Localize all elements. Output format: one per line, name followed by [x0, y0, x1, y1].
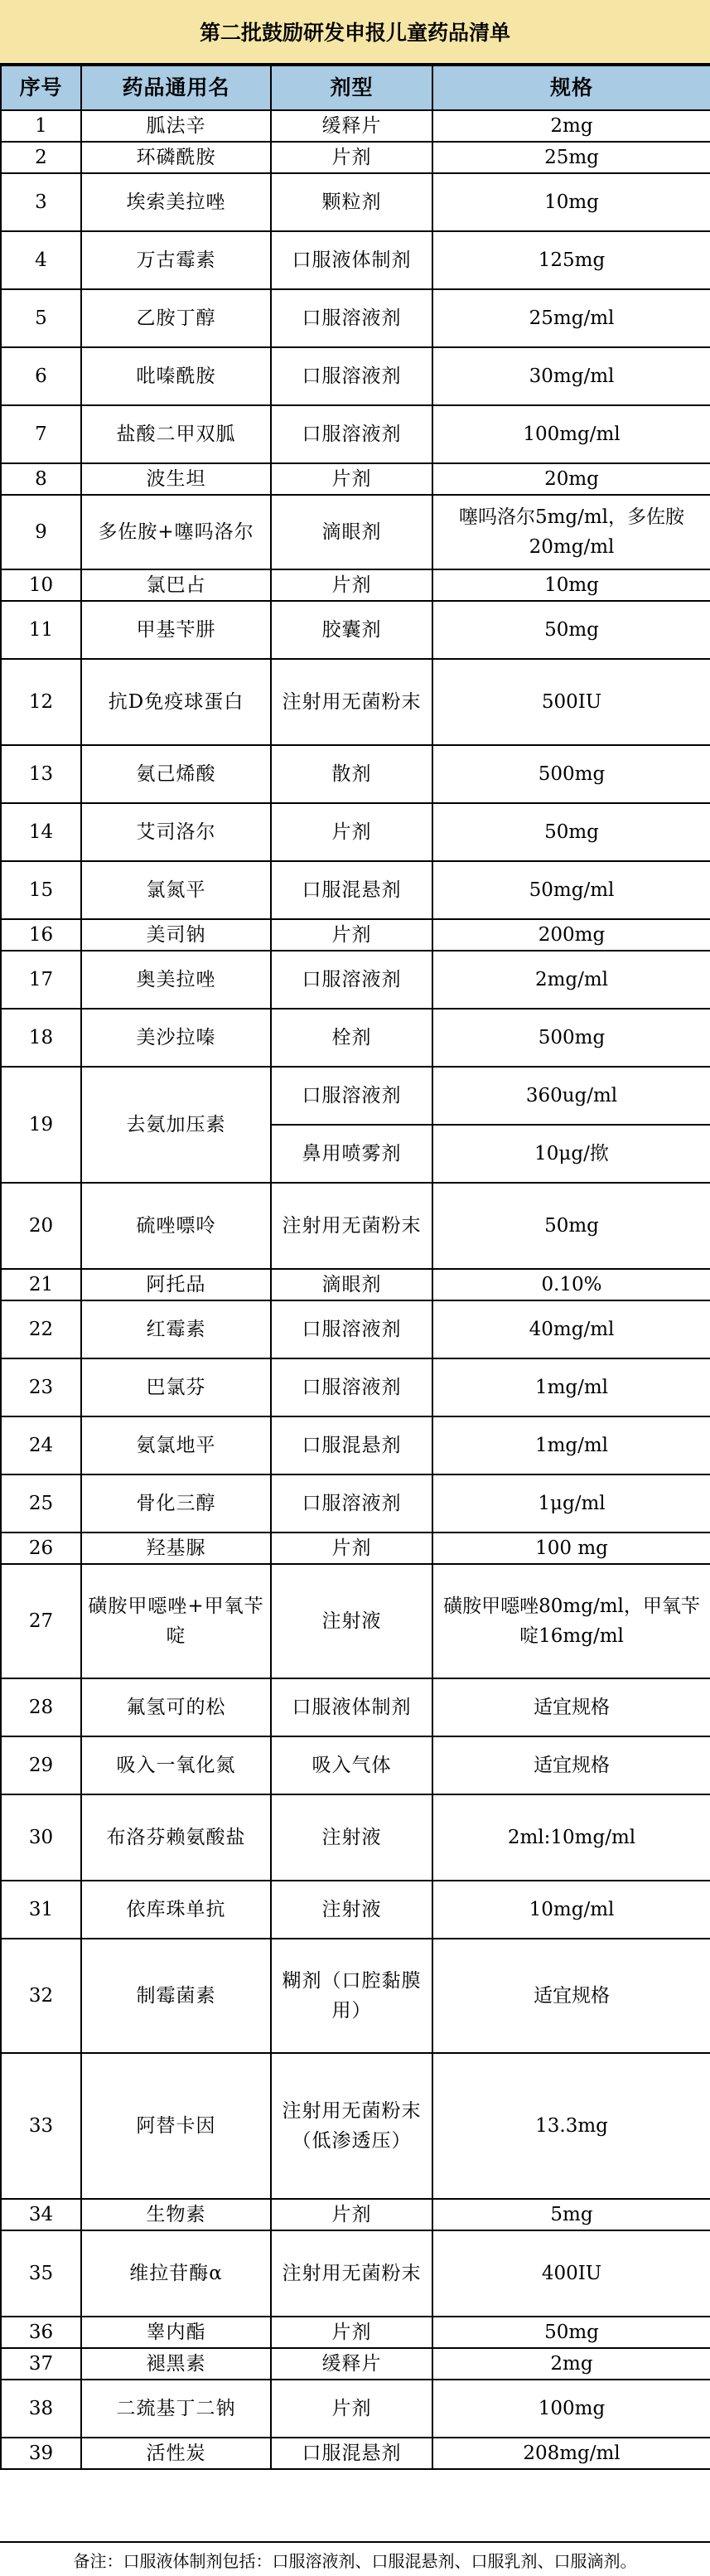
cell-dosage-form: 口服液体制剂 — [271, 1678, 432, 1736]
cell-no: 28 — [1, 1678, 81, 1736]
cell-drug-name: 乙胺丁醇 — [81, 289, 271, 347]
table-row — [1, 1358, 710, 1416]
table-row — [1, 601, 710, 659]
cell-drug-name: 骨化三醇 — [81, 1474, 271, 1533]
table-row — [1, 1183, 710, 1269]
cell-specification: 500mg — [432, 745, 710, 803]
table-row — [1, 289, 710, 347]
table-row — [1, 1678, 710, 1736]
cell-drug-name: 去氨加压素 — [81, 1067, 271, 1183]
table-row — [1, 231, 710, 289]
cell-specification: 适宜规格 — [432, 1678, 710, 1736]
cell-no: 6 — [1, 347, 81, 405]
cell-specification: 13.3mg — [432, 2053, 710, 2199]
cell-drug-name: 红霉素 — [81, 1300, 271, 1358]
cell-specification: 50mg/ml — [432, 861, 710, 919]
cell-no: 37 — [1, 2348, 81, 2380]
cell-dosage-form: 片剂 — [271, 2199, 432, 2230]
cell-drug-name: 二巯基丁二钠 — [81, 2380, 271, 2438]
cell-drug-name: 阿托品 — [81, 1269, 271, 1300]
header-spec: 规格 — [432, 65, 710, 110]
cell-no: 21 — [1, 1269, 81, 1300]
table-row — [1, 2230, 710, 2317]
footnote: 备注：口服液体制剂包括：口服溶液剂、口服混悬剂、口服乳剂、口服滴剂。 — [0, 2541, 710, 2576]
cell-drug-name: 吡嗪酰胺 — [81, 347, 271, 405]
cell-specification: 100 mg — [432, 1533, 710, 1564]
cell-dosage-form: 注射用无菌粉末（低渗透压） — [271, 2053, 432, 2199]
table-row — [1, 861, 710, 919]
cell-no: 36 — [1, 2317, 81, 2348]
table-row — [1, 2053, 710, 2199]
cell-no: 22 — [1, 1300, 81, 1358]
table-row — [1, 1300, 710, 1358]
cell-dosage-form: 口服溶液剂 — [271, 1300, 432, 1358]
cell-dosage-form: 片剂 — [271, 142, 432, 173]
cell-dosage-form: 注射液 — [271, 1564, 432, 1678]
cell-specification: 1μg/ml — [432, 1474, 710, 1533]
cell-specification: 10mg/ml — [432, 1881, 710, 1939]
table-row — [1, 1533, 710, 1564]
cell-dosage-form: 口服混悬剂 — [271, 2438, 432, 2469]
cell-specification: 1mg/ml — [432, 1358, 710, 1416]
table-row — [1, 405, 710, 463]
cell-specification: 208mg/ml — [432, 2438, 710, 2469]
cell-specification: 125mg — [432, 231, 710, 289]
cell-dosage-form: 口服溶液剂 — [271, 1474, 432, 1533]
cell-drug-name: 制霉菌素 — [81, 1939, 271, 2053]
cell-drug-name: 美司钠 — [81, 919, 271, 951]
table-header — [1, 65, 710, 110]
cell-specification: 适宜规格 — [432, 1736, 710, 1794]
cell-drug-name: 环磷酰胺 — [81, 142, 271, 173]
cell-specification: 30mg/ml — [432, 347, 710, 405]
table-row — [1, 745, 710, 803]
cell-dosage-form: 片剂 — [271, 463, 432, 495]
cell-drug-name: 巴氯芬 — [81, 1358, 271, 1416]
cell-dosage-form: 片剂 — [271, 803, 432, 861]
cell-drug-name: 胍法辛 — [81, 110, 271, 142]
drug-table — [0, 65, 710, 2470]
cell-drug-name: 吸入一氧化氮 — [81, 1736, 271, 1794]
cell-no: 5 — [1, 289, 81, 347]
cell-dosage-form: 注射用无菌粉末 — [271, 2230, 432, 2317]
cell-specification: 2mg — [432, 110, 710, 142]
cell-dosage-form: 片剂 — [271, 2380, 432, 2438]
cell-no: 23 — [1, 1358, 81, 1416]
cell-drug-name: 甲基苄肼 — [81, 601, 271, 659]
cell-dosage-form: 口服溶液剂 — [271, 289, 432, 347]
cell-no: 13 — [1, 745, 81, 803]
table-row — [1, 173, 710, 231]
table-row — [1, 1269, 710, 1300]
table-row — [1, 495, 710, 569]
cell-no: 29 — [1, 1736, 81, 1794]
cell-specification: 50mg — [432, 2317, 710, 2348]
cell-specification: 100mg/ml — [432, 405, 710, 463]
cell-drug-name: 维拉苷酶α — [81, 2230, 271, 2317]
cell-no: 27 — [1, 1564, 81, 1678]
table-row — [1, 142, 710, 173]
cell-no: 8 — [1, 463, 81, 495]
table-row — [1, 347, 710, 405]
cell-specification: 360ug/ml — [432, 1067, 710, 1125]
cell-specification: 100mg — [432, 2380, 710, 2438]
cell-specification: 200mg — [432, 919, 710, 951]
cell-drug-name: 氯巴占 — [81, 569, 271, 601]
cell-drug-name: 盐酸二甲双胍 — [81, 405, 271, 463]
cell-specification: 50mg — [432, 1183, 710, 1269]
table-row — [1, 569, 710, 601]
table-row — [1, 1009, 710, 1067]
cell-drug-name: 布洛芬赖氨酸盐 — [81, 1794, 271, 1881]
cell-dosage-form: 注射液 — [271, 1794, 432, 1881]
cell-drug-name: 睾内酯 — [81, 2317, 271, 2348]
table-row — [1, 1564, 710, 1678]
cell-no: 18 — [1, 1009, 81, 1067]
cell-dosage-form: 注射液 — [271, 1881, 432, 1939]
table-row — [1, 2317, 710, 2348]
table-row — [1, 2348, 710, 2380]
cell-no: 4 — [1, 231, 81, 289]
cell-dosage-form: 口服溶液剂 — [271, 1358, 432, 1416]
cell-specification: 噻吗洛尔5mg/ml，多佐胺20mg/ml — [432, 495, 710, 569]
cell-dosage-form: 片剂 — [271, 569, 432, 601]
cell-no: 35 — [1, 2230, 81, 2317]
cell-no: 7 — [1, 405, 81, 463]
table-row — [1, 2438, 710, 2469]
cell-no: 3 — [1, 173, 81, 231]
cell-dosage-form: 片剂 — [271, 919, 432, 951]
header-form: 剂型 — [271, 65, 432, 110]
cell-no: 10 — [1, 569, 81, 601]
cell-drug-name: 氨己烯酸 — [81, 745, 271, 803]
cell-specification: 50mg — [432, 803, 710, 861]
cell-drug-name: 万古霉素 — [81, 231, 271, 289]
table-body — [1, 110, 710, 2469]
table-row — [1, 1794, 710, 1881]
cell-specification: 20mg — [432, 463, 710, 495]
cell-specification: 0.10% — [432, 1269, 710, 1300]
cell-dosage-form: 口服液体制剂 — [271, 231, 432, 289]
cell-drug-name: 氯氮平 — [81, 861, 271, 919]
cell-no: 1 — [1, 110, 81, 142]
cell-drug-name: 艾司洛尔 — [81, 803, 271, 861]
cell-specification: 10mg — [432, 173, 710, 231]
cell-no: 16 — [1, 919, 81, 951]
cell-dosage-form: 散剂 — [271, 745, 432, 803]
cell-no: 19 — [1, 1067, 81, 1183]
table-row — [1, 919, 710, 951]
cell-no: 30 — [1, 1794, 81, 1881]
cell-dosage-form: 缓释片 — [271, 110, 432, 142]
cell-dosage-form: 口服混悬剂 — [271, 1416, 432, 1474]
cell-no: 39 — [1, 2438, 81, 2469]
cell-drug-name: 羟基脲 — [81, 1533, 271, 1564]
cell-specification: 适宜规格 — [432, 1939, 710, 2053]
cell-dosage-form: 片剂 — [271, 2317, 432, 2348]
cell-no: 26 — [1, 1533, 81, 1564]
cell-specification: 磺胺甲噁唑80mg/ml，甲氧苄啶16mg/ml — [432, 1564, 710, 1678]
cell-no: 33 — [1, 2053, 81, 2199]
header-no: 序号 — [1, 65, 81, 110]
cell-dosage-form: 口服混悬剂 — [271, 861, 432, 919]
cell-drug-name: 美沙拉嗪 — [81, 1009, 271, 1067]
cell-no: 24 — [1, 1416, 81, 1474]
table-row — [1, 1474, 710, 1533]
cell-dosage-form: 片剂 — [271, 1533, 432, 1564]
table-row — [1, 951, 710, 1009]
cell-specification: 50mg — [432, 601, 710, 659]
cell-specification: 5mg — [432, 2199, 710, 2230]
cell-specification: 2ml:10mg/ml — [432, 1794, 710, 1881]
cell-drug-name: 活性炭 — [81, 2438, 271, 2469]
cell-drug-name: 褪黑素 — [81, 2348, 271, 2380]
cell-drug-name: 依库珠单抗 — [81, 1881, 271, 1939]
cell-specification: 25mg — [432, 142, 710, 173]
cell-dosage-form: 滴眼剂 — [271, 1269, 432, 1300]
cell-specification: 25mg/ml — [432, 289, 710, 347]
table-row — [1, 1416, 710, 1474]
cell-dosage-form: 口服溶液剂 — [271, 405, 432, 463]
cell-drug-name: 埃索美拉唑 — [81, 173, 271, 231]
cell-dosage-form: 口服溶液剂 — [271, 1067, 432, 1125]
cell-drug-name: 氨氯地平 — [81, 1416, 271, 1474]
cell-dosage-form: 缓释片 — [271, 2348, 432, 2380]
cell-no: 12 — [1, 659, 81, 745]
cell-drug-name: 氟氢可的松 — [81, 1678, 271, 1736]
cell-dosage-form: 颗粒剂 — [271, 173, 432, 231]
cell-specification: 40mg/ml — [432, 1300, 710, 1358]
cell-no: 2 — [1, 142, 81, 173]
cell-no: 15 — [1, 861, 81, 919]
table-row — [1, 659, 710, 745]
table-title: 第二批鼓励研发申报儿童药品清单 — [0, 0, 710, 65]
cell-drug-name: 奥美拉唑 — [81, 951, 271, 1009]
cell-dosage-form: 注射用无菌粉末 — [271, 659, 432, 745]
cell-drug-name: 生物素 — [81, 2199, 271, 2230]
cell-no: 32 — [1, 1939, 81, 2053]
cell-drug-name: 阿替卡因 — [81, 2053, 271, 2199]
header-name: 药品通用名 — [81, 65, 271, 110]
header-row — [1, 65, 710, 110]
cell-drug-name: 磺胺甲噁唑+甲氧苄啶 — [81, 1564, 271, 1678]
cell-dosage-form: 口服溶液剂 — [271, 347, 432, 405]
cell-no: 17 — [1, 951, 81, 1009]
cell-no: 20 — [1, 1183, 81, 1269]
cell-specification: 400IU — [432, 2230, 710, 2317]
cell-specification: 500mg — [432, 1009, 710, 1067]
cell-dosage-form: 糊剂（口腔黏膜用） — [271, 1939, 432, 2053]
cell-specification: 10mg — [432, 569, 710, 601]
cell-no: 14 — [1, 803, 81, 861]
table-row — [1, 1939, 710, 2053]
cell-drug-name: 抗D免疫球蛋白 — [81, 659, 271, 745]
table-row — [1, 2199, 710, 2230]
table-row — [1, 1736, 710, 1794]
cell-drug-name: 波生坦 — [81, 463, 271, 495]
table-row — [1, 2380, 710, 2438]
cell-drug-name: 硫唑嘌呤 — [81, 1183, 271, 1269]
table-row — [1, 463, 710, 495]
cell-drug-name: 多佐胺+噻吗洛尔 — [81, 495, 271, 569]
cell-no: 9 — [1, 495, 81, 569]
cell-dosage-form: 胶囊剂 — [271, 601, 432, 659]
table-row — [1, 803, 710, 861]
cell-no: 31 — [1, 1881, 81, 1939]
table-row — [1, 1881, 710, 1939]
cell-no: 34 — [1, 2199, 81, 2230]
cell-dosage-form: 鼻用喷雾剂 — [271, 1125, 432, 1183]
cell-dosage-form: 注射用无菌粉末 — [271, 1183, 432, 1269]
cell-no: 25 — [1, 1474, 81, 1533]
cell-dosage-form: 口服溶液剂 — [271, 951, 432, 1009]
cell-specification: 10μg/揿 — [432, 1125, 710, 1183]
cell-dosage-form: 滴眼剂 — [271, 495, 432, 569]
cell-dosage-form: 栓剂 — [271, 1009, 432, 1067]
cell-specification: 1mg/ml — [432, 1416, 710, 1474]
table-row — [1, 1067, 710, 1125]
cell-specification: 500IU — [432, 659, 710, 745]
cell-no: 38 — [1, 2380, 81, 2438]
cell-specification: 2mg — [432, 2348, 710, 2380]
cell-dosage-form: 吸入气体 — [271, 1736, 432, 1794]
cell-specification: 2mg/ml — [432, 951, 710, 1009]
table-row — [1, 110, 710, 142]
cell-no: 11 — [1, 601, 81, 659]
